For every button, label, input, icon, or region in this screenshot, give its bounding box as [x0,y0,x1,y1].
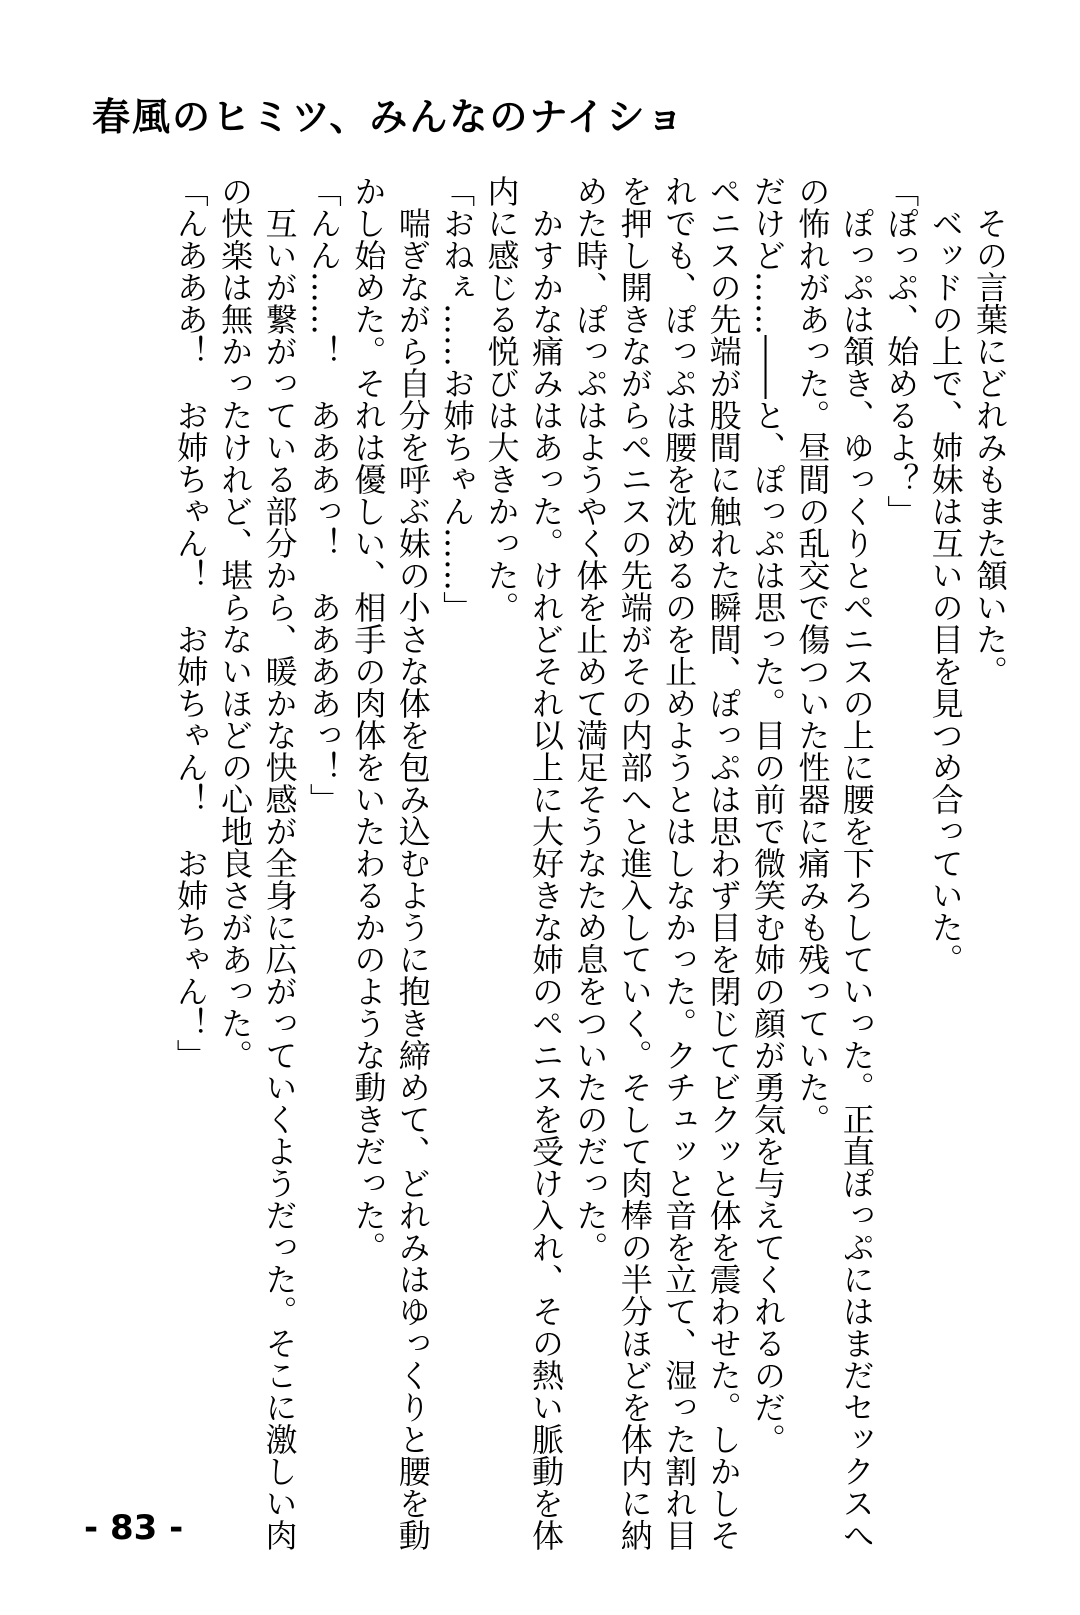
paragraph: だけど……――と、ぽっぷは思った。目の前で微笑む姉の顔が勇気を与えてくれるのだ。 [748,175,787,1455]
paragraph: 喘ぎながら自分を呼ぶ妹の小さな体を包み込むように抱き締めて、どれみはゆっくりと腰を動かし始めた。それは優しい、相手の肉体をいたわるかのような動きだった。 [349,175,432,1551]
paragraph: ぽっぷは頷き、ゆっくりとペニスの上に腰を下ろしていった。正直ぽっぷにはまだセックスへの怖れがあった。昼間の乱交で傷ついた性器に痛みも残っていた。 [793,175,876,1551]
paragraph: 「んあああ！ お姉ちゃん！ お姉ちゃん！ お姉ちゃん！」 [171,175,210,1071]
paragraph: ペニスの先端が股間に触れた瞬間、ぽっぷは思わず目を閉じてビクッと体を震わせた。しかしそれでも、ぽっぷは腰を沈めるのを止めようとはしなかった。クチュッと音を立て、湿った割れ目を押し開きながらペニスの先端がその内部へと進入していく。そして肉棒の半分ほどを体内に納めた時、ぽっぷはようやく体を止めて満足そうなため息をついたのだった。 [571,175,743,1551]
page-title: 春風のヒミツ、みんなのナイショ [92,95,686,139]
paragraph: 「んん……！ あああっ！ ああああっ！」 [304,175,343,815]
page-number: - 83 - [84,1508,184,1548]
paragraph: 互いが繋がっている部分から、暖かな快感が全身に広がっていくようだった。そこに激しい肉の快楽は無かったけれど、堪らないほどの心地良さがあった。 [216,175,299,1551]
paragraph: ベッドの上で、姉妹は互いの目を見つめ合っていた。 [926,175,965,975]
paragraph: かすかな痛みはあった。けれどそれ以上に大好きな姉のペニスを受け入れ、その熱い脈動を体内に感じる悦びは大きかった。 [482,175,565,1551]
body-text [168,175,1012,1555]
paragraph: 「ぽっぷ、始めるよ？」 [882,175,921,527]
paragraph: 「おねぇ……お姉ちゃん……」 [438,175,477,623]
paragraph: その言葉にどれみもまた頷いた。 [971,175,1009,687]
